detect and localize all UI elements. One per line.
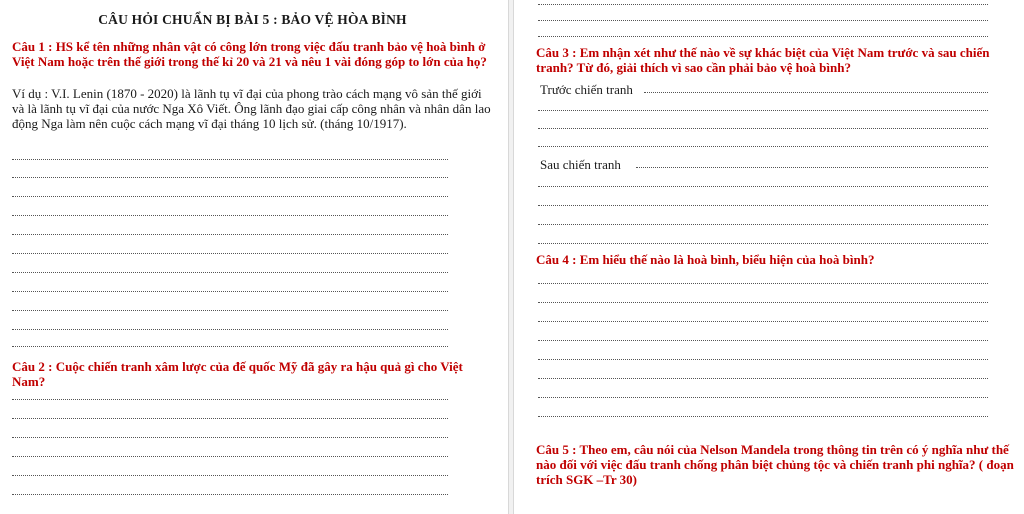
answer-line[interactable] [12, 253, 448, 254]
answer-line[interactable] [538, 321, 988, 322]
answer-line[interactable] [12, 272, 448, 273]
right-page [516, 0, 1024, 514]
question-1: Câu 1 : HS kể tên những nhân vật có công lớn trong việc đấu tranh bảo vệ hoà bình ở Việt Nam hoặc trên thế giới trong thế kỉ 20 và 21 và nêu 1 vài đóng góp to lớn của họ? [12, 39, 487, 69]
page-gutter [508, 0, 514, 514]
answer-line[interactable] [12, 215, 448, 216]
answer-line[interactable] [12, 310, 448, 311]
answer-line[interactable] [12, 399, 448, 400]
answer-line[interactable] [12, 159, 448, 160]
answer-line[interactable] [538, 186, 988, 187]
answer-line[interactable] [12, 494, 448, 495]
answer-line[interactable] [538, 283, 988, 284]
left-page [0, 0, 505, 514]
answer-line[interactable] [538, 416, 988, 417]
answer-line[interactable] [12, 329, 448, 330]
answer-line[interactable] [538, 20, 988, 21]
answer-line[interactable] [538, 224, 988, 225]
answer-line[interactable] [12, 437, 448, 438]
answer-line[interactable] [538, 243, 988, 244]
answer-line[interactable] [538, 146, 988, 147]
answer-line[interactable] [12, 177, 448, 178]
answer-line[interactable] [538, 128, 988, 129]
answer-line[interactable] [636, 167, 988, 168]
answer-line[interactable] [12, 234, 448, 235]
answer-line[interactable] [538, 359, 988, 360]
answer-line[interactable] [538, 397, 988, 398]
worksheet-title: CÂU HỎI CHUẨN BỊ BÀI 5 : BẢO VỆ HÒA BÌNH [98, 12, 407, 27]
answer-line[interactable] [538, 378, 988, 379]
question-5: Câu 5 : Theo em, câu nói của Nelson Mandela trong thông tin trên có ý nghĩa như thế nào đối với việc đấu tranh chống phân biệt chủng tộc và chiến tranh phi nghĩa? ( đoạn trích SGK –Tr 30) [536, 442, 1014, 487]
answer-line[interactable] [12, 346, 448, 347]
answer-line[interactable] [12, 475, 448, 476]
question-4: Câu 4 : Em hiểu thế nào là hoà bình, biểu hiện của hoà bình? [536, 252, 875, 267]
answer-line[interactable] [538, 4, 988, 5]
answer-line[interactable] [538, 340, 988, 341]
answer-line[interactable] [12, 196, 448, 197]
answer-line[interactable] [12, 291, 448, 292]
question-1-example: Ví dụ : V.I. Lenin (1870 - 2020) là lãnh tụ vĩ đại của phong trào cách mạng vô sản thế giới và là lãnh tụ vĩ đại của nước Nga Xô Viết. Ông lãnh đạo giai cấp công nhân và nhân dân lao động Nga làm nên cuộc cách mạng vĩ đại tháng 10 lịch sử. (tháng 10/1917). [12, 86, 491, 131]
answer-line[interactable] [12, 418, 448, 419]
answer-line[interactable] [538, 205, 988, 206]
after-war-label: Sau chiến tranh [540, 157, 621, 172]
answer-line[interactable] [538, 302, 988, 303]
answer-line[interactable] [538, 110, 988, 111]
before-war-label: Trước chiến tranh [540, 82, 633, 97]
answer-line[interactable] [538, 36, 988, 37]
question-3: Câu 3 : Em nhận xét như thế nào về sự khác biệt của Việt Nam trước và sau chiến tranh? Từ đó, giải thích vì sao cần phải bảo vệ hoà bình? [536, 45, 990, 75]
question-2: Câu 2 : Cuộc chiến tranh xâm lược của đế quốc Mỹ đã gây ra hậu quả gì cho Việt Nam? [12, 359, 463, 389]
answer-line[interactable] [644, 92, 988, 93]
answer-line[interactable] [12, 456, 448, 457]
